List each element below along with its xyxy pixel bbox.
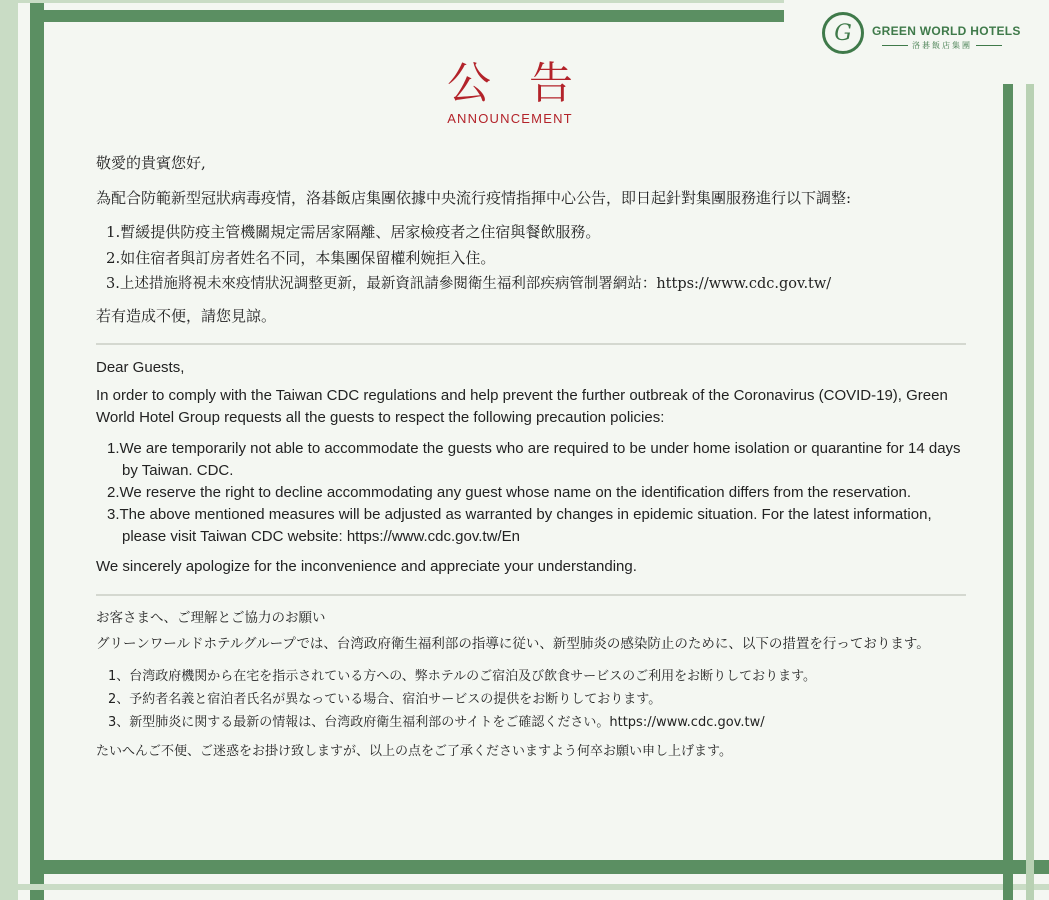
english-greeting: Dear Guests, xyxy=(96,359,185,376)
list-item: 2.We reserve the right to decline accommodating any guest whose name on the identification differs from the reservation. xyxy=(107,484,912,501)
logo-name: GREEN WORLD HOTELS xyxy=(872,24,1021,38)
japanese-list xyxy=(96,668,966,731)
logo-subtitle: 洛碁飯店集團 xyxy=(872,40,1012,51)
english-intro: In order to comply with the Taiwan CDC regulations and help prevent the further outbreak of the Coronavirus (COVID-19), Green World Hotel Group requests all the guests to respect the following precaution policies: xyxy=(96,387,948,426)
frame-left-outer-bar xyxy=(0,0,18,900)
chinese-intro: 為配合防範新型冠狀病毒疫情，洛碁飯店集團依據中央流行疫情指揮中心公告，即日起針對集團服務進行以下調整: xyxy=(96,189,852,207)
announcement-body xyxy=(96,150,966,760)
frame-bottom-bar xyxy=(30,860,1049,874)
english-closing: We sincerely apologize for the inconvenience and appreciate your understanding. xyxy=(96,558,637,575)
list-item: 1.We are temporarily not able to accommodate the guests who are required to be under home isolation or quarantine for 14 days by Taiwan. CDC. xyxy=(107,440,961,479)
logo-emblem-icon: G xyxy=(822,12,864,54)
section-divider xyxy=(96,343,966,345)
english-section xyxy=(96,357,966,578)
chinese-list xyxy=(96,221,966,295)
list-item: 3.The above mentioned measures will be adjusted as warranted by changes in epidemic situation. For the latest information, please visit Taiwan CDC website: https://www.cdc.gov.tw/En xyxy=(107,506,932,545)
frame-bottom-thin-bar xyxy=(0,884,1049,890)
english-list xyxy=(96,438,966,548)
chinese-greeting: 敬愛的貴賓您好, xyxy=(96,154,206,172)
frame-top-bar xyxy=(30,10,784,22)
japanese-section xyxy=(96,610,966,760)
chinese-closing: 若有造成不便，請您見諒。 xyxy=(96,307,277,325)
list-item: 2.如住宿者與訂房者姓名不同，本集團保留權利婉拒入住。 xyxy=(106,249,496,267)
frame-right-outer-bar xyxy=(1026,84,1034,900)
list-item: 1.暫緩提供防疫主管機關規定需居家隔離、居家檢疫者之住宿與餐飲服務。 xyxy=(106,223,601,241)
list-item: 3.上述措施將視未來疫情狀況調整更新，最新資訊請參閱衛生福利部疾病管制署網站：https://www.cdc.gov.tw/ xyxy=(106,276,832,292)
frame-right-bar xyxy=(1003,84,1013,900)
list-item: 1、台湾政府機関から在宅を指示されている方への、弊ホテルのご宿泊及び飲食サービスのご利用をお断りしております。 xyxy=(108,669,817,684)
japanese-closing: たいへんご不便、ご迷惑をお掛け致しますが、以上の点をご了承くださいますよう何卒お願い申し上げます。 xyxy=(96,744,732,759)
japanese-intro: グリーンワールドホテルグループでは、台湾政府衛生福利部の指導に従い、新型肺炎の感染防止のために、以下の措置を行っております。 xyxy=(96,636,930,652)
chinese-section xyxy=(96,152,966,327)
list-item: 3、新型肺炎に関する最新の情報は、台湾政府衛生福利部のサイトをご確認ください。https://www.cdc.gov.tw/ xyxy=(108,715,765,730)
japanese-greeting: お客さまへ、ご理解とご協力のお願い xyxy=(96,610,326,626)
frame-left-bar xyxy=(30,0,44,900)
frame-top-thin-bar xyxy=(0,0,784,3)
section-divider xyxy=(96,594,966,596)
list-item: 2、予約者名義と宿泊者氏名が異なっている場合、宿泊サービスの提供をお断りしております。 xyxy=(108,692,662,707)
page-title: 公告 xyxy=(447,58,611,109)
hotel-logo xyxy=(822,12,1022,58)
page-subtitle: ANNOUNCEMENT xyxy=(447,111,573,126)
